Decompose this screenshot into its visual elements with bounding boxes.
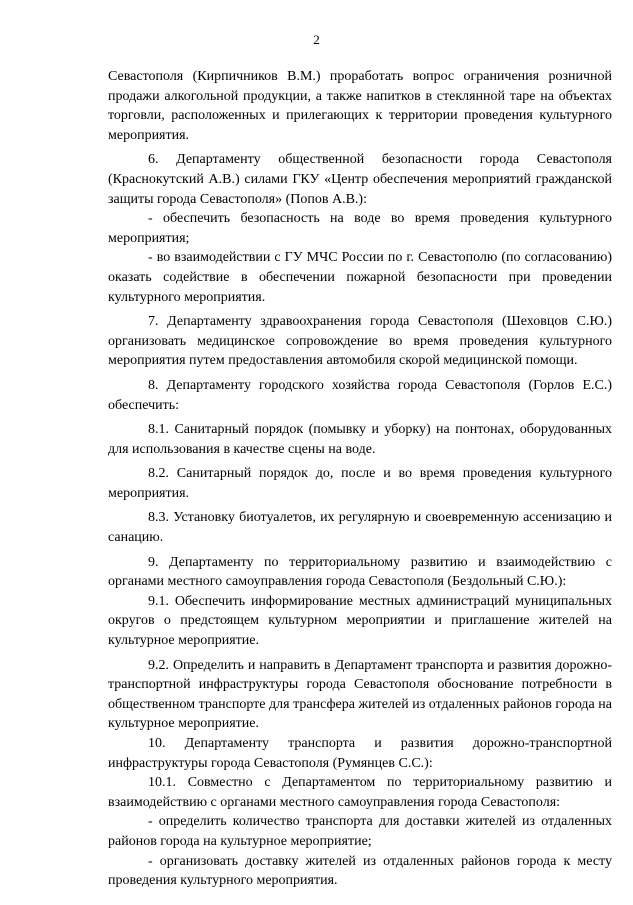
- paragraph: 6. Департаменту общественной безопасности города Севастополя (Краснокутский А.В.) силами ГКУ «Центр обеспечения мероприятий гражданской защиты города Севастополя» (Попов А.В.):: [108, 152, 612, 207]
- paragraph: - определить количество транспорта для доставки жителей из отдаленных районов города на культурное мероприятие;: [108, 814, 612, 849]
- paragraph: 10. Департаменту транспорта и развития дорожно-транспортной инфраструктуры города Севастополя (Румянцев С.С.):: [108, 736, 612, 771]
- paragraph: 8.3. Установку биотуалетов, их регулярную и своевременную ассенизацию и санацию.: [108, 510, 612, 546]
- paragraph: 10.1. Совместно с Департаментом по территориальному развитию и взаимодействию с органами местного самоуправления города Севастополя:: [108, 775, 612, 810]
- page-number: 2: [313, 32, 320, 47]
- paragraph: 8.1. Санитарный порядок (помывку и уборку) на понтонах, оборудованных для использования в качестве сцены на воде.: [108, 422, 612, 457]
- paragraph: 9.1. Обеспечить информирование местных администраций муниципальных округов о предстоящем культурном мероприятии и приглашение жителей на культурное мероприятие.: [108, 593, 612, 649]
- paragraph: Севастополя (Кирпичников В.М.) проработать вопрос ограничения розничной продажи алкогольной продукции, а также напитков в стеклянной таре на объектах торговли, расположенных и прилегающих к территории проведения культурного мероприятия.: [108, 69, 612, 143]
- paragraph: - обеспечить безопасность на воде во время проведения культурного мероприятия;: [108, 211, 612, 246]
- paragraph: 8. Департаменту городского хозяйства города Севастополя (Горлов Е.С.) обеспечить:: [108, 377, 612, 413]
- paragraph: 7. Департаменту здравоохранения города Севастополя (Шеховцов С.Ю.) организовать медицинское сопровождение во время проведения культурного мероприятия путем предоставления автомобиля скорой медицинской помощи.: [108, 314, 612, 369]
- paragraph: - во взаимодействии с ГУ МЧС России по г. Севастополю (по согласованию) оказать содействие в обеспечении пожарной безопасности при проведении культурного мероприятия.: [108, 250, 612, 305]
- paragraph: 9. Департаменту по территориальному развитию и взаимодействию с органами местного самоуправления города Севастополя (Бездольный С.Ю.):: [108, 554, 612, 590]
- paragraph: 9.2. Определить и направить в Департамент транспорта и развития дорожно-транспортной инфраструктуры города Севастополя обоснование потребности в общественном транспорте для трансфера жителей из отдаленных районов города на культурное мероприятие.: [108, 657, 612, 732]
- paragraph: 8.2. Санитарный порядок до, после и во время проведения культурного мероприятия.: [108, 466, 612, 501]
- document-body: [108, 67, 612, 891]
- paragraph: - организовать доставку жителей из отдаленных районов города к месту проведения культурного мероприятия.: [108, 853, 612, 889]
